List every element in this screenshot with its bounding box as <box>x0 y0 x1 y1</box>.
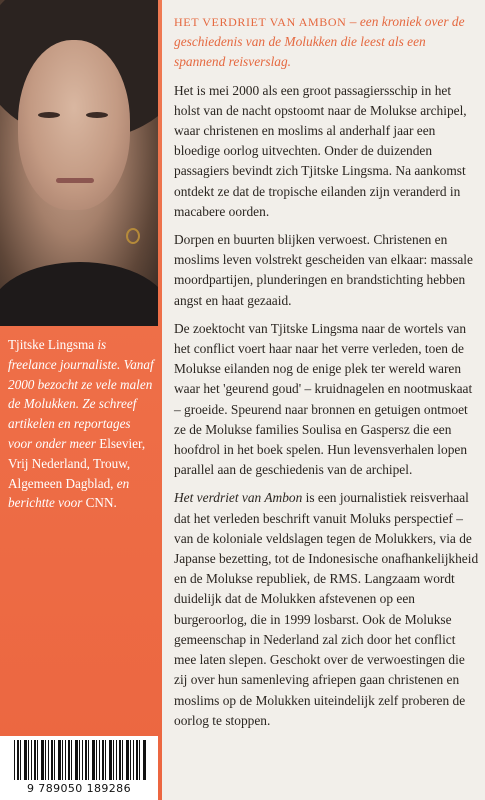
bio-outlets: Elsevier, Vrij Nederland, Trouw, Algemeen Dagblad, <box>8 435 146 491</box>
author-photo <box>0 0 158 326</box>
bio-cnn: CNN <box>85 495 114 511</box>
back-cover-text <box>174 12 480 731</box>
photo-eye-right <box>86 112 108 118</box>
author-name: Tjitske Lingsma <box>8 337 95 352</box>
paragraph-1: Het is mei 2000 als een groot passagiersschip in het holst van de nacht opstoomt naar de Molukse archipel, waar christenen en moslims al anderhalf jaar een bloedige oorlog uitvechten. Onder de duizenden passagiers bevindt zich Tjitske Lingsma. Na aankomst ontdekt ze dat de tropische eilanden zijn veranderd in macabere oorden. <box>174 82 467 219</box>
photo-earring <box>126 228 140 244</box>
book-title-italic: Het verdriet van Ambon <box>174 490 303 506</box>
bio-end: . <box>113 495 117 511</box>
paragraph-4-text-b: . Langzaam wordt duidelijk dat de Molukken afstevenen op een burgeroorlog, die in 1999 losbarst. Ook de Molukse gemeenschap in Nederland zal zich door het conflict mee laten slepen. Geschokt over de verwoestingen die zij over hun samenleving afriepen gaan christenen en moslims op de Molukken uiteindelijk zelf proberen de oorlog te stoppen. <box>174 571 466 728</box>
isbn-barcode <box>0 736 158 800</box>
paragraph-4-text-a: is een journalistiek reisverhaal dat het verleden beschrift vanuit Moluks perspectief – van de koloniale veldslagen tegen de Molukkers, via de Japanse bezetting, tot de Indonesische onafhankelijkheid en de Molukse republiek, de <box>174 490 479 587</box>
barcode-bars <box>14 740 146 780</box>
blurb-heading <box>174 12 480 73</box>
author-bio <box>8 335 158 513</box>
photo-shirt <box>0 262 158 326</box>
blurb-title: HET VERDRIET VAN AMBON <box>174 15 347 29</box>
blurb-rest: – een kroniek over de geschiedenis van de Molukken die leest als een spannend reisverslag. <box>174 14 465 70</box>
bio-text-2: en berichtte voor <box>8 475 130 511</box>
bio-text-1: is freelance journaliste. Vanaf 2000 bezocht ze vele malen de Molukken. Ze schreef artikelen en reportages voor onder meer <box>8 337 154 451</box>
barcode-number: 9 789050 189286 <box>27 782 131 795</box>
photo-face <box>18 40 130 210</box>
paragraph-3: De zoektocht van Tjitske Lingsma naar de wortels van het conflict voert haar naar het verre verleden, toen de Molukse eilanden nog de enige plek ter wereld waren waar het 'geurend goud' – kruidnagelen en nootmuskaat – groeide. Speurend naar bronnen en getuigen ontmoet ze de Molukse families Soulisa en Gaspersz die een hoofdrol in het boek spelen. Hun levensverhalen lopen parallel aan de geschiedenis van de archipel. <box>174 320 473 478</box>
photo-eye-left <box>38 112 60 118</box>
rms-abbrev: RMS <box>329 571 358 587</box>
paragraph-2: Dorpen en buurten blijken verwoest. Christenen en moslims leven volstrekt gescheiden van elkaar: massale moordpartijen, plunderingen en brandstichting hebben angst en haat gezaaid. <box>174 232 473 308</box>
photo-mouth <box>56 178 94 183</box>
paragraph-4 <box>174 488 480 730</box>
